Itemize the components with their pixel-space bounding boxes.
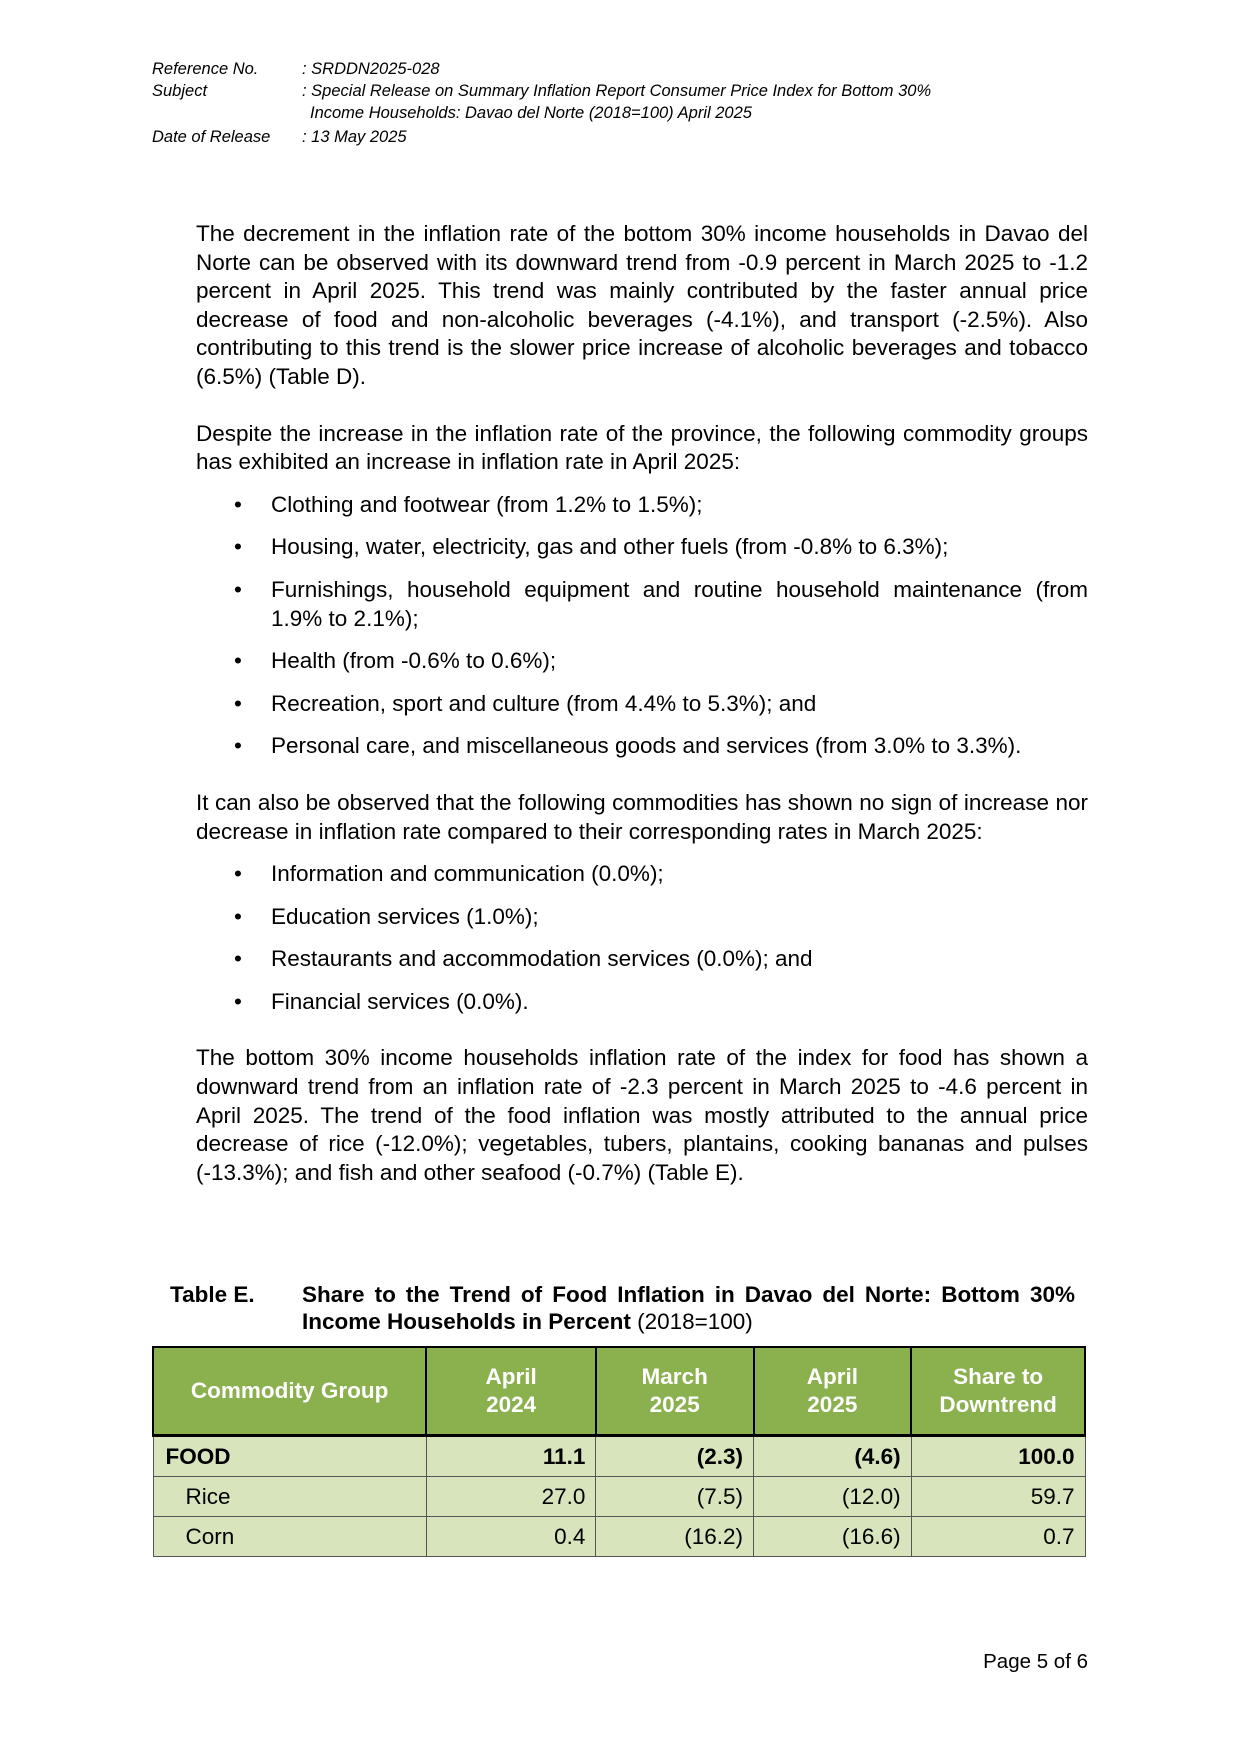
table-title-base-year: (2018=100) [630,1309,753,1334]
table-title-bold: Share to the Trend of Food Inflation in Davao del Norte: Bottom 30% Income Households in Percent [302,1282,1075,1334]
list-item: • Information and communication (0.0%); [196,860,1088,889]
reference-row [152,58,1082,80]
commodity-cell: FOOD [153,1436,426,1477]
value-cell: (16.2) [596,1517,754,1557]
no-change-list [196,860,1088,1016]
list-item: • Health (from -0.6% to 0.6%); [196,647,1088,676]
value-cell: (7.5) [596,1477,754,1517]
value-cell: (16.6) [754,1517,912,1557]
bullet-icon: • [234,903,242,929]
main-content [196,220,1088,1187]
list-item: • Furnishings, household equipment and routine household maintenance (from 1.9% to 2.1%); [234,576,1088,631]
value-cell: 59.7 [911,1477,1085,1517]
subject-line-1: : Special Release on Summary Inflation Report Consumer Price Index for Bottom 30% [302,82,932,100]
paragraph-commodity-increase: Despite the increase in the inflation rate of the province, the following commodity groups has exhibited an increase in inflation rate in April 2025: [196,420,1088,475]
release-date-row [152,126,1082,148]
header-april-2025: April 2025 [754,1347,912,1436]
subject-line-2: Income Households: Davao del Norte (2018=100) April 2025 [310,104,752,122]
value-cell: 100.0 [911,1436,1085,1477]
release-date-key: Date of Release [152,128,271,146]
food-inflation-table [152,1346,1086,1557]
table-header-row [153,1347,1085,1436]
page-number: Page 5 of 6 [983,1650,1088,1673]
subject-value [302,80,1082,124]
bullet-icon: • [234,690,242,716]
value-cell: 27.0 [426,1477,596,1517]
table-row [153,1517,1085,1557]
table-row [153,1477,1085,1517]
paragraph-food-inflation: The bottom 30% income households inflation rate of the index for food has shown a downward trend from an inflation rate of -2.3 percent in March 2025 to -4.6 percent in April 2025. The trend of the food inflation was mostly attributed to the annual price decrease of rice (-12.0%); vegetables, tubers, plantains, cooking bananas and pulses (-13.3%); and fish and other seafood (-0.7%) (Table E). [196,1045,1088,1185]
bullet-icon: • [234,491,242,517]
list-item: • Financial services (0.0%). [196,988,1088,1017]
bullet-icon: • [234,733,242,759]
reference-value: : SRDDN2025-028 [302,60,440,78]
value-cell: 11.1 [426,1436,596,1477]
list-item: • Restaurants and accommodation services (0.0%); and [196,945,1088,974]
table-label: Table E. [170,1282,255,1307]
value-cell: 0.7 [911,1517,1085,1557]
header-commodity-group: Commodity Group [153,1347,426,1436]
value-cell: (12.0) [754,1477,912,1517]
header-share-to-downtrend: Share to Downtrend [911,1347,1085,1436]
value-cell: (2.3) [596,1436,754,1477]
paragraph-inflation-trend: The decrement in the inflation rate of the bottom 30% income households in Davao del Norte can be observed with its downward trend from -0.9 percent in March 2025 to -1.2 percent in April 2025. This trend was mainly contributed by the faster annual price decrease of food and non-alcoholic beverages (-4.1%), and transport (-2.5%). Also contributing to this trend is the slower price increase of alcoholic beverages and tobacco (6.5%) (Table D). [196,221,1088,389]
header-april-2024: April 2024 [426,1347,596,1436]
commodity-cell: Rice [153,1477,426,1517]
value-cell: (4.6) [754,1436,912,1477]
table-row [153,1436,1085,1477]
reference-header [152,58,1082,148]
bullet-icon: • [234,988,242,1014]
value-cell: 0.4 [426,1517,596,1557]
increase-list [196,491,1088,761]
table-caption [170,1281,1075,1335]
list-item: • Housing, water, electricity, gas and other fuels (from -0.8% to 6.3%); [196,533,1088,562]
paragraph-no-change: It can also be observed that the following commodities has shown no sign of increase nor decrease in inflation rate compared to their corresponding rates in March 2025: [196,789,1088,844]
subject-key: Subject [152,82,208,100]
table-title [302,1281,1075,1335]
bullet-icon: • [234,534,242,560]
bullet-icon: • [234,861,242,887]
list-item: • Education services (1.0%); [196,903,1088,932]
bullet-icon: • [234,576,242,602]
list-item: • Clothing and footwear (from 1.2% to 1.5%); [196,491,1088,520]
commodity-cell: Corn [153,1517,426,1557]
list-item: • Recreation, sport and culture (from 4.4% to 5.3%); and [196,690,1088,719]
subject-row [152,80,1082,124]
bullet-icon: • [234,648,242,674]
release-date-value: : 13 May 2025 [302,128,407,146]
header-march-2025: March 2025 [596,1347,754,1436]
bullet-icon: • [234,946,242,972]
reference-key: Reference No. [152,60,259,78]
list-item: • Personal care, and miscellaneous goods and services (from 3.0% to 3.3%). [196,732,1088,761]
